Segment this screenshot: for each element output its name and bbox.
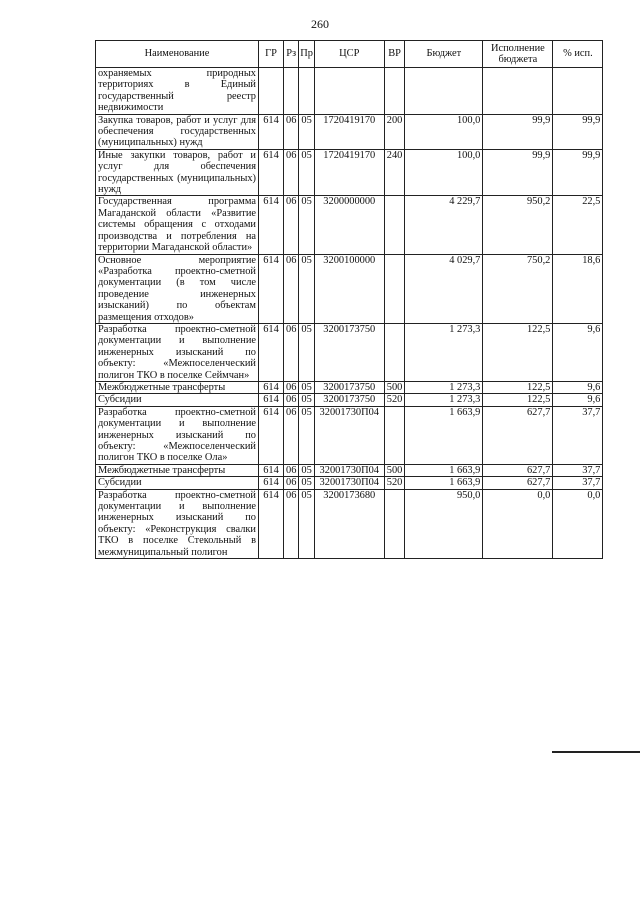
cell-percent: 18,6 [553, 254, 603, 323]
cell-execution [483, 68, 553, 115]
cell-name: Разработка проектно-сметной документации и выполнение инженерных изысканий по объекту: «Межпоселенческий полигон ТКО в поселке Сеймчан» [96, 323, 259, 381]
header-percent: % исп. [553, 41, 603, 68]
cell-rz: 06 [284, 196, 299, 254]
cell-rz: 06 [284, 489, 299, 558]
cell-execution: 122,5 [483, 323, 553, 381]
cell-percent: 99,9 [553, 114, 603, 149]
cell-name: Субсидии [96, 477, 259, 489]
cell-rz: 06 [284, 394, 299, 406]
cell-csr: 3200173750 [314, 381, 384, 393]
cell-vr [384, 323, 405, 381]
cell-rz: 06 [284, 323, 299, 381]
header-gr: ГР [259, 41, 284, 68]
table-header-row [96, 41, 603, 68]
cell-csr: 32001730П04 [314, 406, 384, 464]
table-row [96, 68, 603, 115]
header-execution: Исполнение бюджета [483, 41, 553, 68]
table-row [96, 196, 603, 254]
cell-gr: 614 [259, 254, 284, 323]
cell-budget [405, 68, 483, 115]
cell-name: охраняемых природных территориях в Единый государственный реестр недвижимости [96, 68, 259, 115]
cell-pr: 05 [299, 381, 314, 393]
cell-budget: 1 273,3 [405, 381, 483, 393]
table-row [96, 406, 603, 464]
cell-execution: 99,9 [483, 149, 553, 196]
cell-csr: 3200173680 [314, 489, 384, 558]
cell-csr: 32001730П04 [314, 477, 384, 489]
table-row [96, 323, 603, 381]
cell-execution: 627,7 [483, 477, 553, 489]
cell-vr [384, 254, 405, 323]
table-row [96, 254, 603, 323]
cell-budget: 100,0 [405, 149, 483, 196]
cell-percent: 9,6 [553, 394, 603, 406]
cell-percent: 9,6 [553, 323, 603, 381]
cell-budget: 1 273,3 [405, 394, 483, 406]
cell-gr: 614 [259, 464, 284, 476]
cell-gr: 614 [259, 489, 284, 558]
cell-pr: 05 [299, 464, 314, 476]
cell-csr: 3200173750 [314, 323, 384, 381]
table-row [96, 489, 603, 558]
table-row [96, 149, 603, 196]
cell-gr: 614 [259, 149, 284, 196]
cell-csr: 32001730П04 [314, 464, 384, 476]
cell-vr [384, 68, 405, 115]
cell-vr [384, 406, 405, 464]
cell-budget: 100,0 [405, 114, 483, 149]
cell-gr: 614 [259, 114, 284, 149]
cell-pr: 05 [299, 114, 314, 149]
cell-vr [384, 196, 405, 254]
cell-rz: 06 [284, 114, 299, 149]
cell-execution: 950,2 [483, 196, 553, 254]
header-pr: Пр [299, 41, 314, 68]
table-row [96, 464, 603, 476]
cell-csr: 1720419170 [314, 149, 384, 196]
cell-pr: 05 [299, 254, 314, 323]
cell-csr [314, 68, 384, 115]
cell-vr: 500 [384, 464, 405, 476]
cell-pr: 05 [299, 406, 314, 464]
cell-execution: 750,2 [483, 254, 553, 323]
cell-execution: 122,5 [483, 381, 553, 393]
cell-budget: 4 029,7 [405, 254, 483, 323]
cell-name: Основное мероприятие «Разработка проектно-сметной документации (в том числе проведение инженерных изысканий) по объектам размещения отходов» [96, 254, 259, 323]
cell-pr [299, 68, 314, 115]
header-name: Наименование [96, 41, 259, 68]
cell-csr: 1720419170 [314, 114, 384, 149]
cell-pr: 05 [299, 323, 314, 381]
cell-budget: 1 663,9 [405, 477, 483, 489]
page-number: 260 [311, 17, 329, 31]
cell-pr: 05 [299, 196, 314, 254]
cell-rz [284, 68, 299, 115]
cell-gr [259, 68, 284, 115]
cell-name: Закупка товаров, работ и услуг для обеспечения государственных (муниципальных) нужд [96, 114, 259, 149]
cell-name: Субсидии [96, 394, 259, 406]
cell-rz: 06 [284, 464, 299, 476]
cell-vr [384, 489, 405, 558]
cell-rz: 06 [284, 477, 299, 489]
cell-name: Межбюджетные трансферты [96, 381, 259, 393]
cell-percent: 0,0 [553, 489, 603, 558]
cell-rz: 06 [284, 149, 299, 196]
cell-gr: 614 [259, 477, 284, 489]
cell-rz: 06 [284, 254, 299, 323]
cell-name: Разработка проектно-сметной документации и выполнение инженерных изысканий по объекту: «Межпоселенческий полигон ТКО в поселке Ола» [96, 406, 259, 464]
cell-gr: 614 [259, 381, 284, 393]
header-csr: ЦСР [314, 41, 384, 68]
cell-vr: 500 [384, 381, 405, 393]
scan-edge-line [552, 751, 640, 753]
cell-vr: 240 [384, 149, 405, 196]
cell-vr: 520 [384, 477, 405, 489]
cell-pr: 05 [299, 477, 314, 489]
cell-budget: 1 663,9 [405, 464, 483, 476]
header-vr: ВР [384, 41, 405, 68]
cell-budget: 1 663,9 [405, 406, 483, 464]
cell-execution: 627,7 [483, 464, 553, 476]
cell-percent: 22,5 [553, 196, 603, 254]
header-budget: Бюджет [405, 41, 483, 68]
cell-percent: 37,7 [553, 477, 603, 489]
cell-budget: 1 273,3 [405, 323, 483, 381]
cell-execution: 627,7 [483, 406, 553, 464]
cell-percent: 37,7 [553, 464, 603, 476]
header-rz: Рз [284, 41, 299, 68]
cell-name: Межбюджетные трансферты [96, 464, 259, 476]
table-row [96, 381, 603, 393]
cell-percent [553, 68, 603, 115]
cell-gr: 614 [259, 323, 284, 381]
cell-budget: 950,0 [405, 489, 483, 558]
cell-name: Разработка проектно-сметной документации и выполнение инженерных изысканий по объекту: «Реконструкция свалки ТКО в поселке Стекольный в межмуниципальный полигон [96, 489, 259, 558]
cell-rz: 06 [284, 381, 299, 393]
cell-csr: 3200100000 [314, 254, 384, 323]
cell-rz: 06 [284, 406, 299, 464]
cell-csr: 3200000000 [314, 196, 384, 254]
table-row [96, 114, 603, 149]
cell-vr: 200 [384, 114, 405, 149]
cell-pr: 05 [299, 394, 314, 406]
cell-percent: 9,6 [553, 381, 603, 393]
table-row [96, 394, 603, 406]
cell-percent: 99,9 [553, 149, 603, 196]
cell-name: Государственная программа Магаданской области «Развитие системы обращения с отходами производства и потребления на территории Магаданской области» [96, 196, 259, 254]
cell-gr: 614 [259, 196, 284, 254]
cell-pr: 05 [299, 149, 314, 196]
table-row [96, 477, 603, 489]
cell-gr: 614 [259, 394, 284, 406]
cell-gr: 614 [259, 406, 284, 464]
cell-pr: 05 [299, 489, 314, 558]
cell-csr: 3200173750 [314, 394, 384, 406]
cell-execution: 122,5 [483, 394, 553, 406]
cell-vr: 520 [384, 394, 405, 406]
table-body [96, 68, 603, 559]
cell-execution: 99,9 [483, 114, 553, 149]
cell-name: Иные закупки товаров, работ и услуг для обеспечения государственных (муниципальных) нужд [96, 149, 259, 196]
cell-percent: 37,7 [553, 406, 603, 464]
cell-execution: 0,0 [483, 489, 553, 558]
cell-budget: 4 229,7 [405, 196, 483, 254]
budget-execution-table [95, 40, 603, 559]
